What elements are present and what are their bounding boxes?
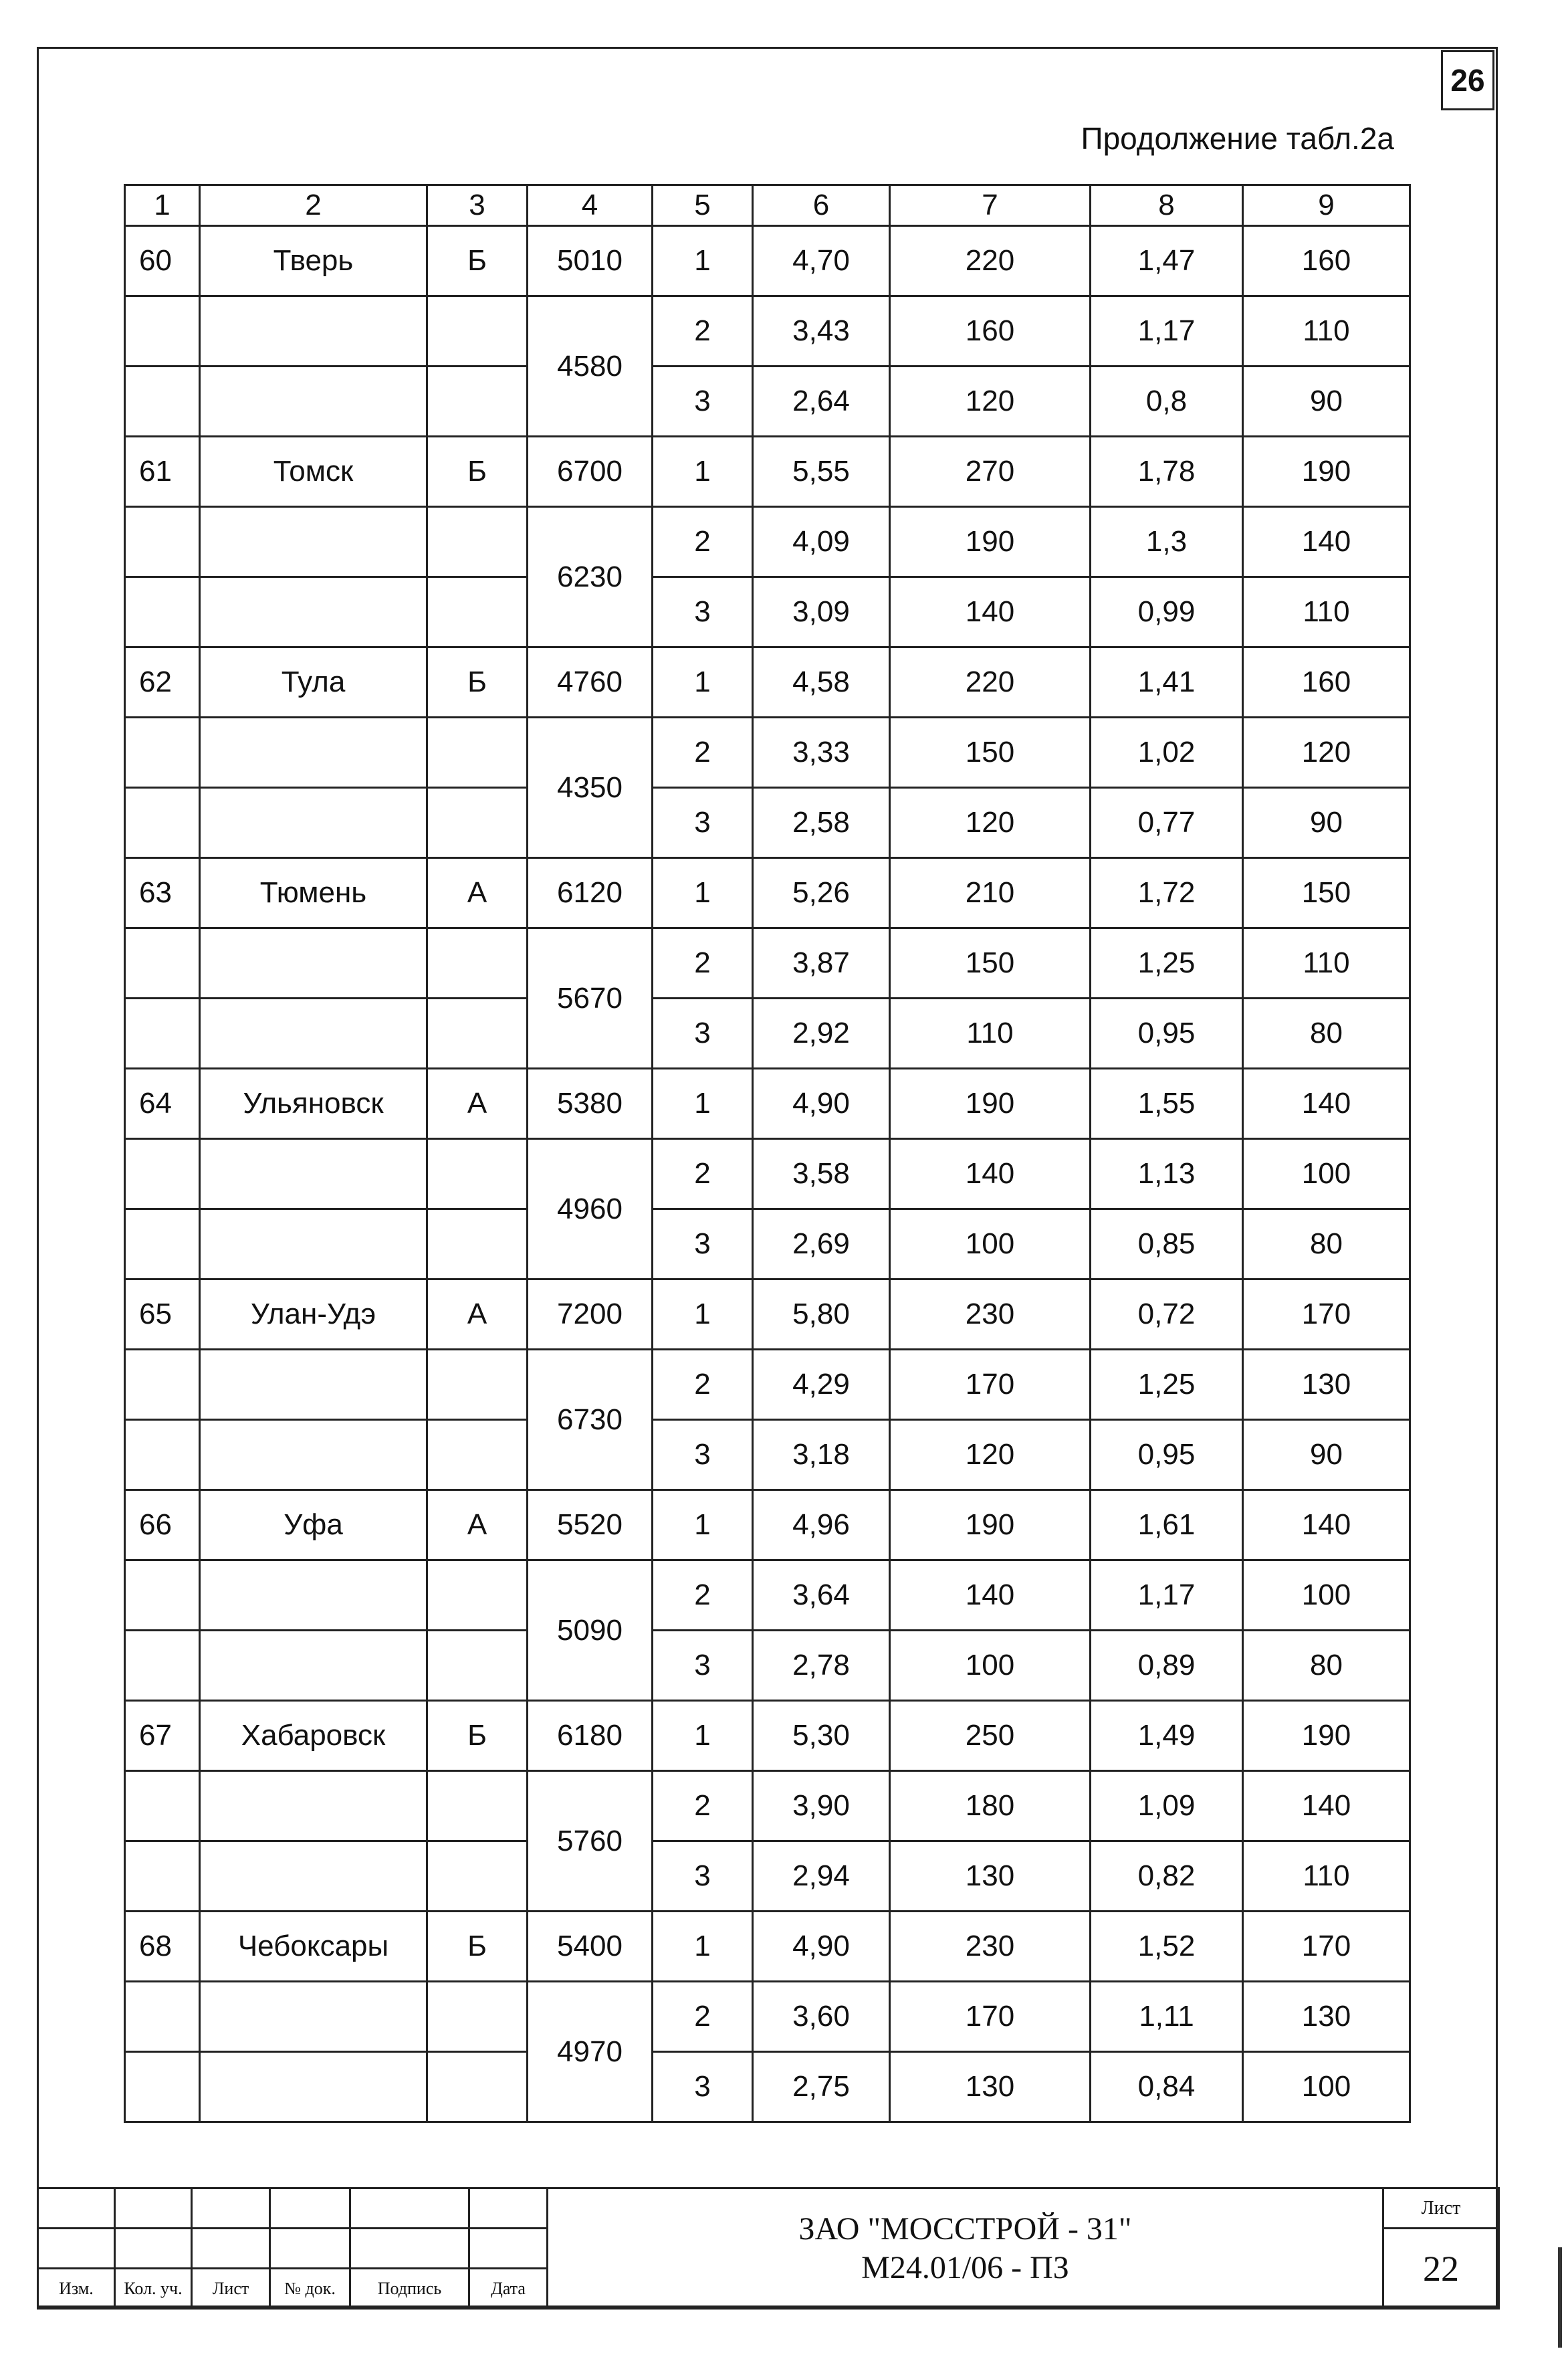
table-cell: Б [427,1701,528,1771]
table-cell: 3,60 [753,1982,890,2052]
table-cell: 170 [1243,1912,1410,1982]
table-cell: 150 [1243,858,1410,928]
table-cell [125,2052,200,2122]
table-cell: 0,72 [1091,1279,1243,1350]
table-cell [125,577,200,647]
title-block-label: № док. [270,2269,350,2309]
table-cell: 140 [890,577,1091,647]
table-cell: 4580 [528,296,653,437]
title-block [37,2187,1498,2308]
data-table [124,184,1411,2123]
table-row [125,2052,1410,2122]
table-cell: 150 [890,718,1091,788]
table-cell: 230 [890,1912,1091,1982]
table-cell [427,1982,528,2052]
table-cell: 1,61 [1091,1490,1243,1560]
table-cell [427,577,528,647]
table-cell: 1 [653,858,753,928]
table-cell: 1 [653,1701,753,1771]
table-cell: 68 [125,1912,200,1982]
table-cell: 1 [653,1069,753,1139]
table-cell: 1,17 [1091,1560,1243,1631]
column-header: 5 [653,185,753,226]
column-header: 2 [200,185,427,226]
table-cell: 0,85 [1091,1209,1243,1279]
table-cell: 5,55 [753,437,890,507]
page-number: 26 [1441,50,1494,110]
table-cell: 5010 [528,226,653,296]
table-cell: 6120 [528,858,653,928]
column-header: 8 [1091,185,1243,226]
table-cell: 61 [125,437,200,507]
table-cell: 5400 [528,1912,653,1982]
table-cell: 3 [653,1841,753,1912]
table-cell: 2,94 [753,1841,890,1912]
table-row [125,999,1410,1069]
table-cell [200,999,427,1069]
table-cell: 5,30 [753,1701,890,1771]
table-cell [427,296,528,367]
table-cell [200,1631,427,1701]
table-row [125,928,1410,999]
table-cell: 5670 [528,928,653,1069]
table-row [125,1701,1410,1771]
column-header: 6 [753,185,890,226]
table-cell [200,1771,427,1841]
table-cell: 100 [890,1209,1091,1279]
table-cell [125,507,200,577]
table-cell: 180 [890,1771,1091,1841]
table-cell: 67 [125,1701,200,1771]
table-cell: 90 [1243,367,1410,437]
table-cell [200,1420,427,1490]
table-cell [427,1209,528,1279]
header-row [125,185,1410,226]
table-cell: 3 [653,999,753,1069]
table-cell: Чебоксары [200,1912,427,1982]
table-cell: 140 [1243,1771,1410,1841]
table-cell [427,1420,528,1490]
column-header: 1 [125,185,200,226]
table-row [125,1139,1410,1209]
table-cell [200,296,427,367]
table-cell: 4760 [528,647,653,718]
table-cell: 5090 [528,1560,653,1701]
table-row [125,1420,1410,1490]
table-cell [200,1139,427,1209]
table-cell [200,718,427,788]
table-cell [427,1350,528,1420]
table-cell: 4,90 [753,1912,890,1982]
table-row [125,1771,1410,1841]
table-cell: 1 [653,226,753,296]
table-cell: 140 [890,1560,1091,1631]
table-cell [125,1139,200,1209]
table-row [125,1841,1410,1912]
table-cell [200,1982,427,2052]
title-block-label: Подпись [350,2269,469,2309]
table-cell: Хабаровск [200,1701,427,1771]
table-cell: Улан-Удэ [200,1279,427,1350]
table-cell [200,1209,427,1279]
table-cell: 3 [653,1209,753,1279]
table-cell [427,999,528,1069]
table-cell: 110 [1243,296,1410,367]
table-cell: 80 [1243,1209,1410,1279]
table-cell: 1,47 [1091,226,1243,296]
table-cell: 120 [1243,718,1410,788]
table-row [125,1490,1410,1560]
table-cell: 100 [890,1631,1091,1701]
table-cell: 210 [890,858,1091,928]
table-cell: 64 [125,1069,200,1139]
table-cell: А [427,1069,528,1139]
table-cell: 130 [890,2052,1091,2122]
table-row [125,296,1410,367]
table-caption: Продолжение табл.2а [1081,121,1394,156]
table-cell [427,2052,528,2122]
table-cell: 2 [653,1139,753,1209]
table-row [125,437,1410,507]
title-block-label: Кол. уч. [115,2269,192,2309]
table-cell: 170 [890,1350,1091,1420]
table-cell: 2,69 [753,1209,890,1279]
table-cell: 65 [125,1279,200,1350]
title-block-label: Лист [192,2269,270,2309]
table-cell: 120 [890,788,1091,858]
table-cell: 90 [1243,788,1410,858]
table-cell: 190 [1243,437,1410,507]
table-row [125,1350,1410,1420]
table-cell: 1,78 [1091,437,1243,507]
table-cell [200,788,427,858]
table-cell [427,928,528,999]
table-cell [200,577,427,647]
column-header: 9 [1243,185,1410,226]
table-row [125,1560,1410,1631]
table-cell [427,1560,528,1631]
table-cell: 3,33 [753,718,890,788]
table-cell: 2 [653,1560,753,1631]
table-cell: 4,29 [753,1350,890,1420]
table-cell: А [427,1490,528,1560]
table-cell: 2 [653,928,753,999]
document-code: М24.01/06 - ПЗ [861,2249,1069,2285]
table-cell [200,507,427,577]
table-cell: 1,49 [1091,1701,1243,1771]
table-cell: 5380 [528,1069,653,1139]
table-cell [125,788,200,858]
table-cell: 3 [653,367,753,437]
table-cell: 110 [890,999,1091,1069]
table-cell: 1,02 [1091,718,1243,788]
table-cell: А [427,1279,528,1350]
table-cell [427,1139,528,1209]
table-cell: 5520 [528,1490,653,1560]
table-cell: 3 [653,1631,753,1701]
table-cell: 6180 [528,1701,653,1771]
title-block-organization [548,2188,1383,2309]
table-cell: 160 [1243,647,1410,718]
table-cell: 2 [653,1771,753,1841]
table-cell: 4,96 [753,1490,890,1560]
table-cell: 0,84 [1091,2052,1243,2122]
table-cell [200,367,427,437]
table-cell: 3,58 [753,1139,890,1209]
org-name: ЗАО "МОССТРОЙ - 31" [798,2211,1132,2247]
table-cell: 1,09 [1091,1771,1243,1841]
table-cell [200,928,427,999]
table-cell: 0,99 [1091,577,1243,647]
table-cell: 170 [890,1982,1091,2052]
table-cell: 100 [1243,1560,1410,1631]
column-header: 7 [890,185,1091,226]
table-cell: 150 [890,928,1091,999]
table-cell [200,1350,427,1420]
table-cell: 2 [653,507,753,577]
table-cell [200,2052,427,2122]
table-cell: Тюмень [200,858,427,928]
table-cell [125,1771,200,1841]
title-block-label: Изм. [38,2269,115,2309]
table-cell: 1 [653,437,753,507]
table-cell: 80 [1243,999,1410,1069]
table-cell: 130 [1243,1350,1410,1420]
table-cell: Уфа [200,1490,427,1560]
table-cell: 1 [653,1490,753,1560]
table-cell [125,1350,200,1420]
table-cell: 3,09 [753,577,890,647]
table-cell: 110 [1243,1841,1410,1912]
table-cell: 5,26 [753,858,890,928]
table-cell: 100 [1243,1139,1410,1209]
table-cell: 230 [890,1279,1091,1350]
table-row [125,577,1410,647]
table-cell: 0,82 [1091,1841,1243,1912]
table-row [125,367,1410,437]
table-cell: 220 [890,647,1091,718]
table-cell: 0,95 [1091,1420,1243,1490]
table-cell: 2,58 [753,788,890,858]
table-cell [125,367,200,437]
table-cell: 0,95 [1091,999,1243,1069]
table-cell: 3 [653,577,753,647]
table-cell: 3,90 [753,1771,890,1841]
table-cell: 1,25 [1091,1350,1243,1420]
table-cell: 2,75 [753,2052,890,2122]
table-cell: 6700 [528,437,653,507]
table-cell: Тверь [200,226,427,296]
table-cell: 2 [653,718,753,788]
table-row [125,226,1410,296]
table-cell [427,507,528,577]
table-cell [125,1841,200,1912]
table-cell: 66 [125,1490,200,1560]
title-block-label: Дата [469,2269,548,2309]
table-cell [125,1982,200,2052]
sheet-number: 22 [1383,2229,1499,2309]
column-header: 4 [528,185,653,226]
table-cell: 3,64 [753,1560,890,1631]
table-cell: Б [427,1912,528,1982]
table-cell: 1,13 [1091,1139,1243,1209]
table-cell: 1,41 [1091,647,1243,718]
table-cell: 5,80 [753,1279,890,1350]
table-cell [125,1209,200,1279]
table-cell: 1,11 [1091,1982,1243,2052]
table-cell: 6230 [528,507,653,647]
table-cell [125,1420,200,1490]
table-cell: 3,87 [753,928,890,999]
table-cell [427,1841,528,1912]
table-cell: 6730 [528,1350,653,1490]
table-cell: 190 [890,1069,1091,1139]
table-cell: 4350 [528,718,653,858]
table-cell: 62 [125,647,200,718]
table-cell: 80 [1243,1631,1410,1701]
table-cell: 2,78 [753,1631,890,1701]
table-cell [125,296,200,367]
table-cell: 190 [890,507,1091,577]
table-cell: 190 [1243,1701,1410,1771]
table-cell: 140 [1243,507,1410,577]
table-cell: 60 [125,226,200,296]
table-cell: 1 [653,647,753,718]
table-cell: А [427,858,528,928]
scan-edge-mark [1558,2247,1562,2348]
table-row [125,507,1410,577]
table-cell [125,1631,200,1701]
table-cell [200,1560,427,1631]
table-cell: 90 [1243,1420,1410,1490]
table-cell: 130 [1243,1982,1410,2052]
table-cell: 1,17 [1091,296,1243,367]
table-cell: Тула [200,647,427,718]
table-cell: 140 [1243,1069,1410,1139]
table-cell: 63 [125,858,200,928]
table-cell: 3 [653,2052,753,2122]
table-cell [427,367,528,437]
table-cell: 1,52 [1091,1912,1243,1982]
sheet-label: Лист [1383,2188,1499,2229]
table-row [125,1912,1410,1982]
table-row [125,1069,1410,1139]
table-cell: 2 [653,296,753,367]
table-cell: 0,8 [1091,367,1243,437]
table-row [125,718,1410,788]
table-cell: Б [427,647,528,718]
table-cell: 2,92 [753,999,890,1069]
table-row [125,1631,1410,1701]
table-cell: 120 [890,367,1091,437]
column-header: 3 [427,185,528,226]
table-cell: Томск [200,437,427,507]
table-cell [427,788,528,858]
table-cell: 2 [653,1350,753,1420]
table-cell: 3,43 [753,296,890,367]
table-cell: 110 [1243,928,1410,999]
table-cell: 4,70 [753,226,890,296]
table-cell: 1,25 [1091,928,1243,999]
table-cell: 190 [890,1490,1091,1560]
table-cell: 140 [1243,1490,1410,1560]
table-row [125,858,1410,928]
table-row [125,647,1410,718]
table-cell: 4,58 [753,647,890,718]
table-cell [125,928,200,999]
table-cell: 3 [653,788,753,858]
table-cell: 7200 [528,1279,653,1350]
table-cell: 4970 [528,1982,653,2122]
table-cell: 0,89 [1091,1631,1243,1701]
table-cell [125,1560,200,1631]
table-cell [125,718,200,788]
table-row [125,1209,1410,1279]
table-row [125,1279,1410,1350]
table-cell: 130 [890,1841,1091,1912]
table-cell: 250 [890,1701,1091,1771]
table-cell: 4,90 [753,1069,890,1139]
table-cell: 2,64 [753,367,890,437]
table-cell: 0,77 [1091,788,1243,858]
table-cell: 100 [1243,2052,1410,2122]
table-cell: 3,18 [753,1420,890,1490]
table-cell: 5760 [528,1771,653,1912]
table-cell: Б [427,437,528,507]
table-cell [427,1631,528,1701]
table-cell: 1 [653,1912,753,1982]
table-cell [427,1771,528,1841]
table-cell: 1 [653,1279,753,1350]
table-cell [200,1841,427,1912]
table-cell: 4,09 [753,507,890,577]
table-cell: 140 [890,1139,1091,1209]
table-cell: 110 [1243,577,1410,647]
table-cell: 1,72 [1091,858,1243,928]
table-cell: 220 [890,226,1091,296]
table-cell: 270 [890,437,1091,507]
table-cell: 3 [653,1420,753,1490]
table-cell: 120 [890,1420,1091,1490]
table-cell: 4960 [528,1139,653,1279]
table-cell [427,718,528,788]
table-row [125,788,1410,858]
table-cell: 2 [653,1982,753,2052]
table-cell: Ульяновск [200,1069,427,1139]
table-cell: 1,55 [1091,1069,1243,1139]
table-cell: 160 [1243,226,1410,296]
table-cell: 1,3 [1091,507,1243,577]
table-cell: Б [427,226,528,296]
table-cell [125,999,200,1069]
table-row [125,1982,1410,2052]
table-cell: 170 [1243,1279,1410,1350]
table-cell: 160 [890,296,1091,367]
